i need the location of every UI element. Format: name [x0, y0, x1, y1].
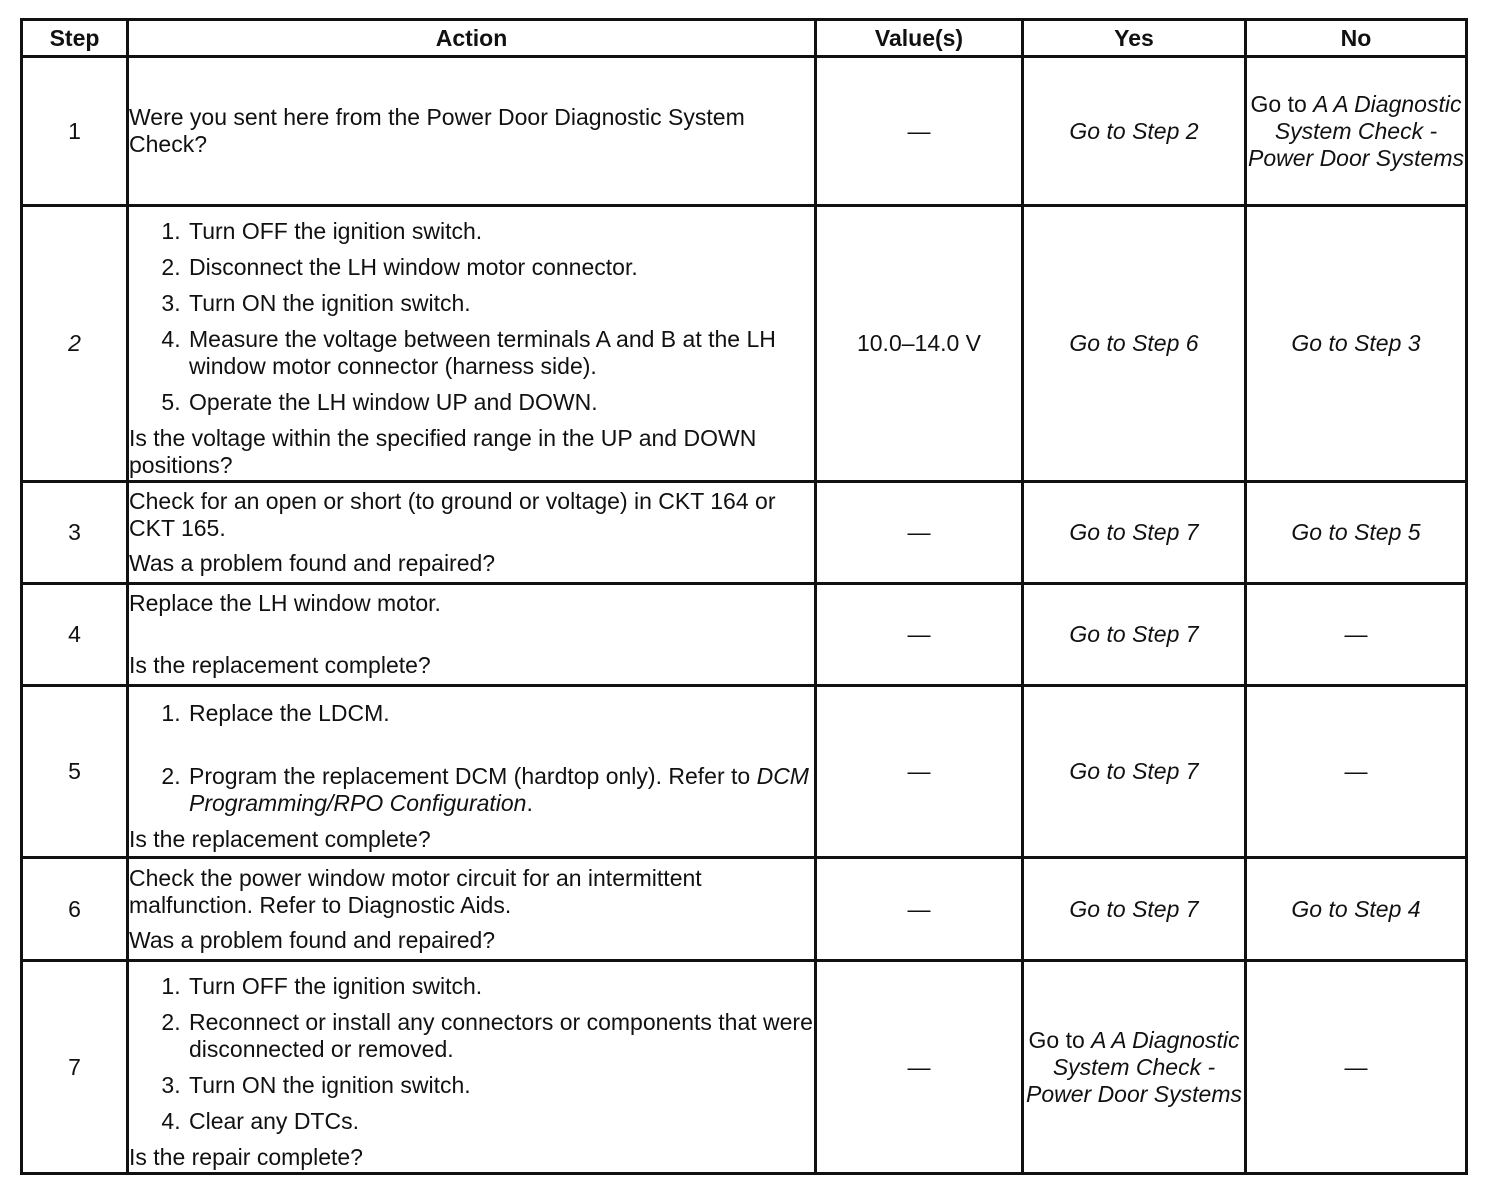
value-cell: — [816, 57, 1023, 206]
action-cell [128, 57, 816, 206]
action-cell [128, 961, 816, 1174]
action-text: Check the power window motor circuit for an intermittent malfunction. Refer to Diagnostic Aids. [129, 864, 702, 918]
value-cell: — [816, 686, 1023, 858]
goto-link[interactable]: A A Diagnostic System Check - Power Door Systems [1247, 90, 1464, 171]
yes-cell [1023, 686, 1246, 858]
step-number: 4 [22, 584, 128, 686]
action-text: Replace the LH window motor. [129, 590, 441, 616]
action-cell [128, 858, 816, 961]
action-text: Check for an open or short (to ground or voltage) in CKT 164 or CKT 165. [129, 488, 776, 541]
procedure-step: 2. Disconnect the LH window motor connector. [187, 254, 814, 281]
step-number: 7 [22, 961, 128, 1174]
action-cell [128, 206, 816, 482]
procedure-list [129, 973, 814, 1135]
action-question: Is the repair complete? [129, 1144, 363, 1170]
goto-prefix: Go to [1028, 1026, 1092, 1053]
no-cell [1246, 482, 1467, 584]
value-cell: — [816, 961, 1023, 1174]
action-question: Is the replacement complete? [129, 652, 431, 678]
header-action: Action [128, 20, 816, 57]
procedure-step: 5. Operate the LH window UP and DOWN. [187, 389, 814, 416]
procedure-step: 4. Measure the voltage between terminals A and B at the LH window motor connector (harness side). [187, 326, 814, 380]
action-question: Was a problem found and repaired? [129, 550, 496, 576]
goto-link[interactable]: Go to Step 7 [1069, 519, 1199, 545]
table-row [22, 858, 1467, 961]
reference-link[interactable]: DCM Programming/RPO Configuration [189, 763, 809, 816]
action-cell [128, 482, 816, 584]
procedure-step [187, 763, 814, 817]
step-number: 2 [22, 206, 128, 482]
no-cell: — [1246, 961, 1467, 1174]
header-step: Step [22, 20, 128, 57]
goto-link[interactable]: Go to Step 2 [1069, 117, 1199, 144]
goto-link[interactable]: A A Diagnostic System Check - Power Door Systems [1025, 1026, 1242, 1107]
action-cell [128, 584, 816, 686]
yes-cell [1023, 858, 1246, 961]
procedure-step: 1. Turn OFF the ignition switch. [187, 218, 814, 245]
procedure-step: 1. Replace the LDCM. [187, 700, 814, 727]
yes-cell [1023, 482, 1246, 584]
action-cell [128, 686, 816, 858]
no-cell [1246, 57, 1467, 206]
goto-link[interactable]: Go to Step 7 [1069, 621, 1199, 647]
goto-link[interactable]: Go to Step 4 [1291, 895, 1421, 922]
procedure-step: 1. Turn OFF the ignition switch. [187, 973, 814, 1000]
action-question: Is the replacement complete? [129, 826, 431, 852]
no-cell: — [1246, 686, 1467, 858]
table-row [22, 961, 1467, 1174]
no-cell [1246, 206, 1467, 482]
procedure-step: 3. Turn ON the ignition switch. [187, 290, 814, 317]
step-number: 5 [22, 686, 128, 858]
goto-link[interactable]: Go to Step 7 [1069, 758, 1199, 784]
procedure-step: 3. Turn ON the ignition switch. [187, 1072, 814, 1099]
procedure-step-text: Program the replacement DCM (hardtop only). Refer to [189, 763, 757, 789]
value-cell: — [816, 858, 1023, 961]
procedure-step: 4. Clear any DTCs. [187, 1108, 814, 1135]
procedure-step: 2. Reconnect or install any connectors or components that were disconnected or removed. [187, 1009, 814, 1063]
header-no: No [1246, 20, 1467, 57]
goto-link[interactable]: Go to Step 5 [1291, 519, 1421, 545]
action-question: Is the voltage within the specified range in the UP and DOWN positions? [129, 425, 757, 478]
procedure-list [129, 700, 814, 817]
table-row [22, 584, 1467, 686]
value-cell: — [816, 482, 1023, 584]
header-row [22, 20, 1467, 57]
no-cell: — [1246, 584, 1467, 686]
table-row [22, 686, 1467, 858]
value-cell: — [816, 584, 1023, 686]
goto-prefix: Go to [1250, 90, 1314, 117]
yes-cell [1023, 961, 1246, 1174]
table-row [22, 57, 1467, 206]
goto-link[interactable]: Go to Step 6 [1069, 330, 1199, 356]
no-cell [1246, 858, 1467, 961]
goto-link[interactable]: Go to Step 7 [1069, 895, 1199, 922]
procedure-step-end: . [526, 790, 533, 816]
yes-cell [1023, 206, 1246, 482]
yes-cell [1023, 57, 1246, 206]
header-values: Value(s) [816, 20, 1023, 57]
step-number: 1 [22, 57, 128, 206]
header-yes: Yes [1023, 20, 1246, 57]
procedure-list [129, 218, 814, 416]
table-row [22, 206, 1467, 482]
action-question: Was a problem found and repaired? [129, 926, 496, 953]
yes-cell [1023, 584, 1246, 686]
value-cell: 10.0–14.0 V [816, 206, 1023, 482]
table-row [22, 482, 1467, 584]
action-text: Were you sent here from the Power Door Diagnostic System Check? [129, 104, 745, 157]
step-number: 6 [22, 858, 128, 961]
goto-link[interactable]: Go to Step 3 [1291, 330, 1421, 356]
diagnostic-table [20, 18, 1468, 1175]
step-number: 3 [22, 482, 128, 584]
